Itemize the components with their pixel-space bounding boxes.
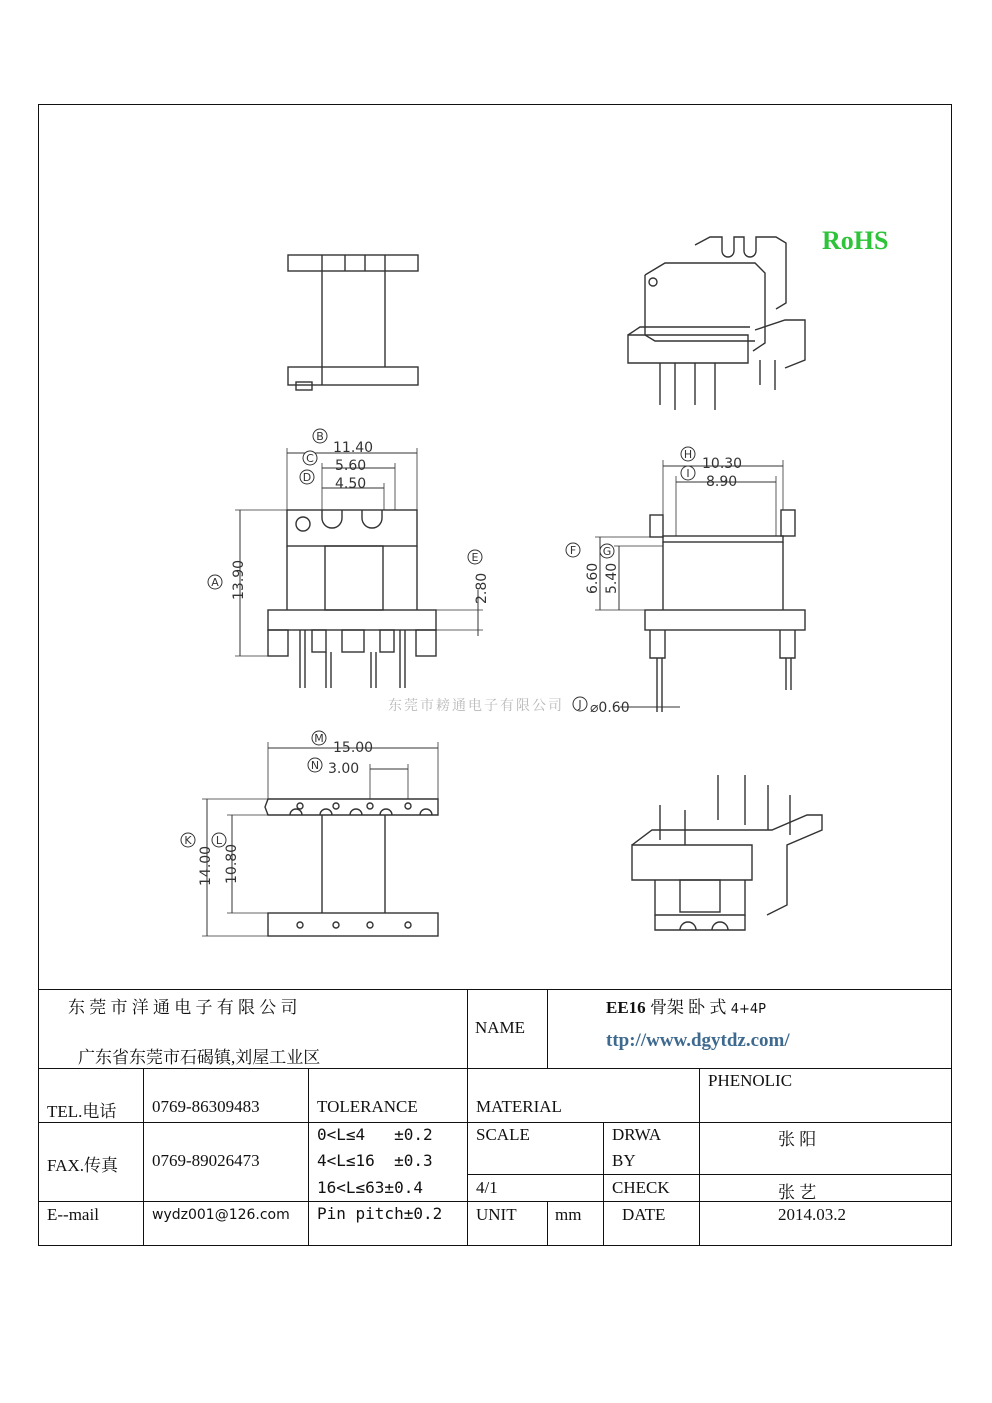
scale-value: 4/1 xyxy=(476,1178,498,1197)
letter-m: M xyxy=(314,732,324,745)
tolerance-row: 4<L≤16 ±0.3 xyxy=(317,1151,433,1170)
dim-g: 5.40 xyxy=(604,562,620,594)
dim-l: 10.80 xyxy=(224,843,240,884)
letter-n: N xyxy=(310,759,320,772)
dim-d: 4.50 xyxy=(335,476,367,492)
dim-e: 2.80 xyxy=(474,572,490,604)
tolerance-row: Pin pitch±0.2 xyxy=(317,1204,443,1223)
letter-f: F xyxy=(569,544,577,557)
letter-e: E xyxy=(471,551,479,564)
tel-value: 0769-86309483 xyxy=(152,1097,260,1116)
dim-h: 10.30 xyxy=(702,456,743,472)
website-link[interactable]: ttp://www.dgytdz.com/ xyxy=(606,1030,790,1051)
drawn-label: DRWA xyxy=(612,1125,662,1144)
check-label: CHECK xyxy=(612,1178,670,1197)
letter-l: L xyxy=(215,834,223,847)
product-code: EE16 xyxy=(606,998,646,1017)
dim-k: 14.00 xyxy=(198,845,214,886)
unit-value: mm xyxy=(555,1205,582,1224)
rohs-mark: RoHS xyxy=(822,226,889,255)
name-label: NAME xyxy=(475,1018,526,1037)
company-address: 广东省东莞市石碣镇,刘屋工业区 xyxy=(78,1048,321,1067)
letter-i: I xyxy=(686,467,690,480)
fax-label: FAX.传真 xyxy=(47,1156,118,1175)
dim-b: 11.40 xyxy=(333,440,374,456)
isometric-view-top xyxy=(628,237,805,410)
email-value: wydz001@126.com xyxy=(152,1207,290,1223)
tolerance-row: 16<L≤63±0.4 xyxy=(317,1178,423,1197)
dim-m: 15.00 xyxy=(333,740,374,756)
letter-c: C xyxy=(306,452,314,465)
scale-label: SCALE xyxy=(476,1125,530,1144)
material-label: MATERIAL xyxy=(476,1097,562,1116)
unit-label: UNIT xyxy=(476,1205,517,1224)
product-title xyxy=(606,993,766,1018)
date-label: DATE xyxy=(622,1205,666,1224)
bottom-view xyxy=(202,742,438,936)
letter-k: K xyxy=(184,834,192,847)
date-value: 2014.03.2 xyxy=(778,1205,846,1224)
drawn-by: 张 阳 xyxy=(778,1130,817,1149)
dim-j: ⌀0.60 xyxy=(590,700,630,716)
dim-c: 5.60 xyxy=(335,458,367,474)
tolerance-label: TOLERANCE xyxy=(317,1097,418,1116)
dim-f: 6.60 xyxy=(585,562,601,594)
fax-value: 0769-89026473 xyxy=(152,1151,260,1170)
letter-j: J xyxy=(578,698,582,711)
side-view xyxy=(595,460,805,712)
letter-h: H xyxy=(683,448,693,461)
dim-a: 13.90 xyxy=(231,559,247,600)
pin-count: 4+4P xyxy=(730,1002,766,1017)
isometric-view-bottom xyxy=(632,775,822,930)
top-view xyxy=(288,255,418,390)
product-desc: 骨架 卧 式 xyxy=(649,998,727,1017)
tolerance-row: 0<L≤4 ±0.2 xyxy=(317,1125,433,1144)
checked-by: 张 艺 xyxy=(778,1183,817,1202)
letter-a: A xyxy=(211,576,219,589)
company-name: 东 莞 市 洋 通 电 子 有 限 公 司 xyxy=(68,998,298,1017)
letter-b: B xyxy=(316,430,324,443)
email-label: E--mail xyxy=(47,1205,99,1224)
material-value: PHENOLIC xyxy=(708,1071,793,1090)
drawn-label-2: BY xyxy=(612,1151,636,1170)
dim-i: 8.90 xyxy=(706,474,738,490)
letter-g: G xyxy=(602,545,612,558)
tel-label: TEL.电话 xyxy=(47,1102,117,1121)
dim-n: 3.00 xyxy=(328,761,360,777)
watermark: 东莞市耪通电子有限公司 xyxy=(388,698,564,714)
letter-d: D xyxy=(302,471,312,484)
